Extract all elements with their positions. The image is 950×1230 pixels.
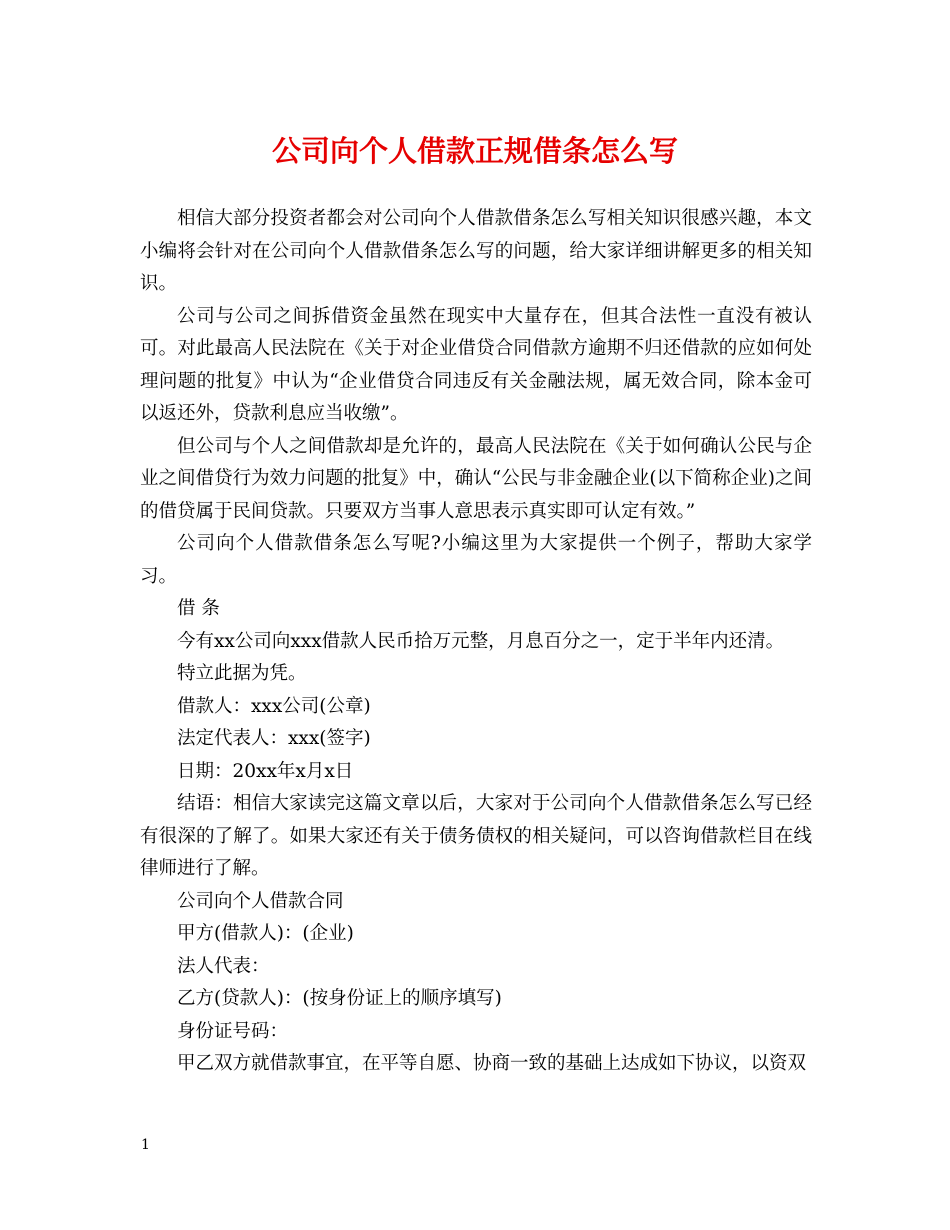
paragraph-individual-lending: 但公司与个人之间借款却是允许的，最高人民法院在《关于如何确认公民与企业之间借贷行为效力问题的批复》中，确认“公民与非金融企业(以下简称企业)之间的借贷属于民间贷款。只要双方当事人意思表示真实即可认定有效。” xyxy=(140,435,812,522)
contract-legal-representative: 法人代表： xyxy=(177,955,270,977)
iou-certification: 特立此据为凭。 xyxy=(177,663,307,684)
iou-legal-representative: 法定代表人：xxx(签字) xyxy=(177,728,371,749)
contract-party-b: 乙方(贷款人)：(按身份证上的顺序填写) xyxy=(177,988,502,1009)
contract-agreement-intro: 甲乙双方就借款事宜，在平等自愿、协商一致的基础上达成如下协议，以资双 xyxy=(177,1053,807,1074)
document-title: 公司向个人借款正规借条怎么写 xyxy=(271,134,678,168)
iou-content: 今有xx公司向xxx借款人民币拾万元整，月息百分之一，定于半年内还清。 xyxy=(177,630,785,652)
iou-date: 日期：20xx年x月x日 xyxy=(177,760,354,782)
document-body xyxy=(140,203,812,1081)
iou-heading: 借 条 xyxy=(177,598,220,619)
paragraph-conclusion: 结语：相信大家读完这篇文章以后，大家对于公司向个人借款借条怎么写已经有很深的了解了。如果大家还有关于债务债权的相关疑问，可以咨询借款栏目在线律师进行了解。 xyxy=(140,793,812,879)
paragraph-example-intro: 公司向个人借款借条怎么写呢?小编这里为大家提供一个例子，帮助大家学习。 xyxy=(140,533,812,587)
contract-heading: 公司向个人借款合同 xyxy=(177,890,344,912)
contract-party-a: 甲方(借款人)：(企业) xyxy=(177,923,354,944)
iou-borrower: 借款人：xxx公司(公章) xyxy=(177,695,371,717)
paragraph-company-lending: 公司与公司之间拆借资金虽然在现实中大量存在，但其合法性一直没有被认可。对此最高人民法院在《关于对企业借贷合同借款方逾期不归还借款的应如何处理问题的批复》中认为“企业借贷合同违反有关金融法规，属无效合同，除本金可以返还外，贷款利息应当收缴”。 xyxy=(140,305,812,424)
paragraph-intro: 相信大部分投资者都会对公司向个人借款借条怎么写相关知识很感兴趣，本文小编将会针对在公司向个人借款借条怎么写的问题，给大家详细讲解更多的相关知识。 xyxy=(140,208,812,294)
page-number: 1 xyxy=(141,1137,150,1153)
contract-id-number: 身份证号码： xyxy=(177,1020,289,1042)
